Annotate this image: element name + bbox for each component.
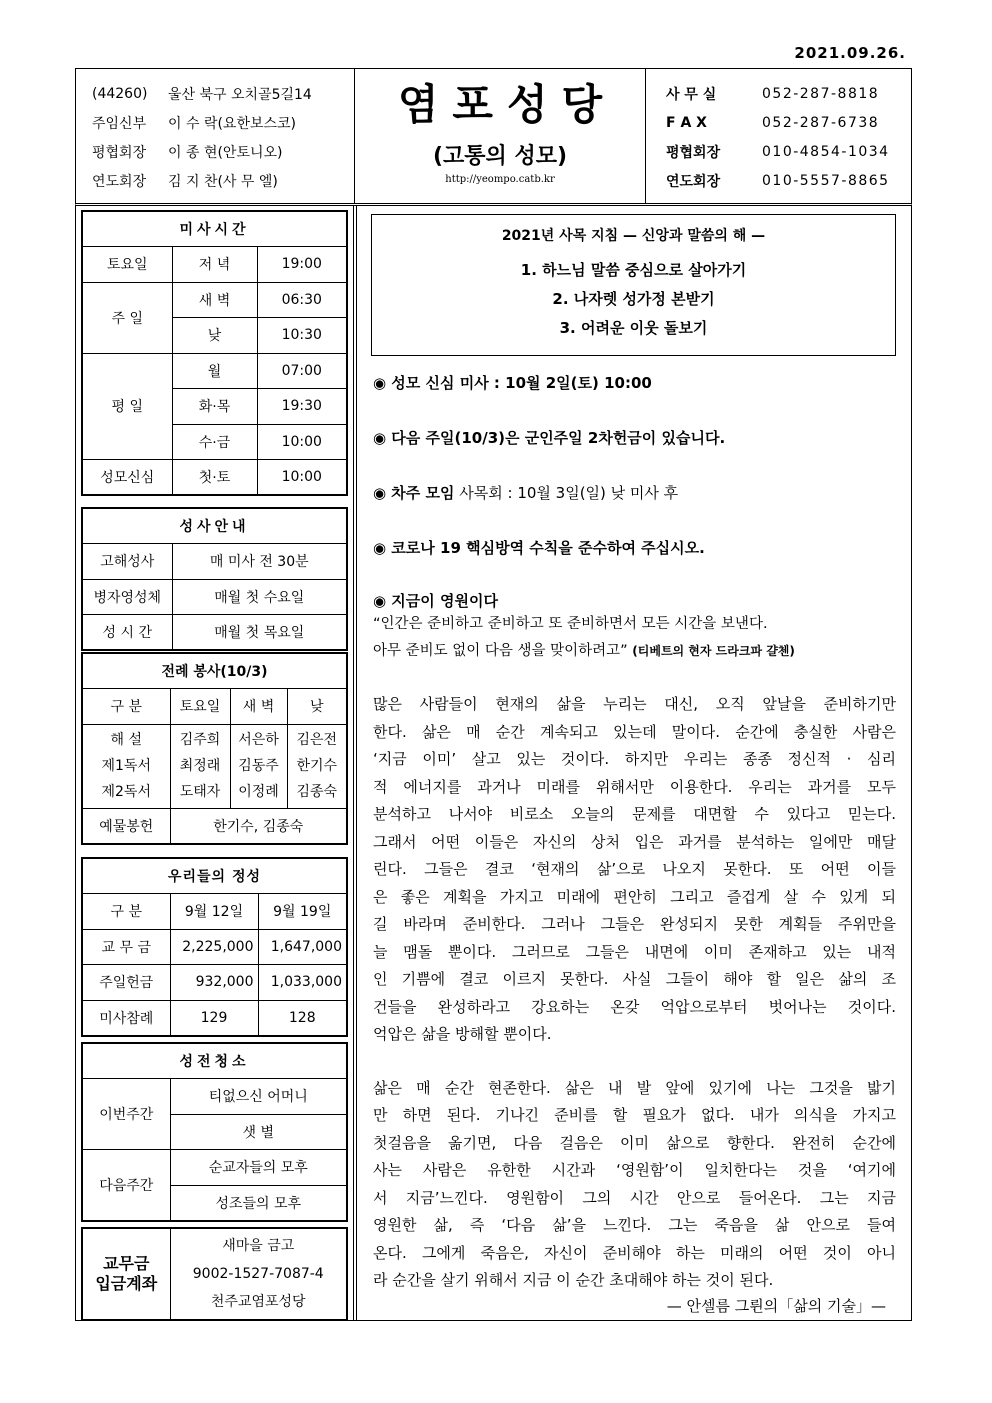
liturgy-head-cell: 낮 [287, 689, 347, 725]
pastoral-item: 1. 하느님 말씀 중심으로 살아가기 [520, 261, 747, 279]
notice-item: ◉ 다음 주일(10/3)은 군인주일 2차헌금이 있습니다. [373, 429, 726, 447]
liturgy-day: 김은전 한기수 김종숙 [287, 724, 347, 808]
finance-value: 1,647,000 [258, 929, 347, 965]
finance-key: 교 무 금 [82, 929, 170, 965]
sacrament-value: 매 미사 전 30분 [172, 544, 347, 580]
table-row [82, 353, 347, 389]
mass-times-table [81, 210, 348, 496]
contact-key: 사 무 실 [666, 86, 717, 103]
mass-slot-cell: 낮 [172, 318, 257, 354]
cleaning-group: 성조들의 모후 [170, 1185, 347, 1221]
mass-day-cell: 토요일 [82, 247, 172, 283]
notice-item [373, 482, 906, 503]
meeting-detail: 사목회 : 10월 3일(일) 낮 미사 후 [454, 484, 679, 502]
contact-value: 010-4854-1034 [762, 143, 890, 160]
contact-row [666, 166, 911, 195]
pastoral-item: 3. 어려운 이웃 돌보기 [559, 319, 708, 337]
info-row [92, 108, 354, 137]
sacrament-title: 성사안내 [82, 508, 347, 544]
pastoral-item: 2. 나자렛 성가정 본받기 [552, 290, 715, 308]
contact-row [666, 108, 911, 137]
mass-times-panel [81, 210, 348, 496]
paragraph-line: 길 바라며 준비한다. 그러나 그들은 완성되지 못한 계획들 주위만을 [373, 915, 896, 933]
liturgy-dawn: 서은하 김동주 이정례 [230, 724, 287, 808]
pastoral-title: 2021년 사목 지침 — 신앙과 말씀의 해 — [501, 228, 766, 244]
mass-time-cell: 19:00 [257, 247, 347, 283]
essay-signature: — 안셀름 그륀의「삶의 기술」— [666, 1296, 886, 1315]
quote-text: 아무 준비도 없이 다음 생을 맞이하려고” [373, 643, 628, 659]
info-value: 이 종 현(안토니오) [168, 144, 283, 161]
quote-source: (티베트의 현자 드라크파 걀첸) [632, 644, 795, 658]
sacrament-table [81, 507, 348, 651]
mass-slot-cell: 월 [172, 353, 257, 389]
finance-head-cell: 구 분 [82, 894, 170, 930]
table-row [82, 808, 347, 844]
paragraph-line: 많은 사람들이 현재의 삶을 누리는 대신, 오직 앞날을 준비하기만 [373, 695, 896, 713]
pastoral-guideline-box [371, 214, 896, 356]
table-row [82, 579, 347, 615]
finance-title: 우리들의 정성 [82, 858, 347, 894]
paragraph-line: 사는 사람은 유한한 시간과 ‘영원함’이 일치한다는 것을 ‘여기에 [373, 1161, 896, 1179]
paragraph-line: 영원한 삶, 즉 ‘다음 삶’을 느낀다. 그는 죽음을 삶 안으로 들여 [373, 1216, 896, 1234]
liturgy-table [81, 652, 348, 845]
contact-value: 010-5557-8865 [762, 172, 890, 189]
mass-time-cell: 07:00 [257, 353, 347, 389]
essay-paragraph-2 [373, 1075, 896, 1295]
mass-time-cell: 10:00 [257, 460, 347, 496]
mass-day-cell: 성모신심 [82, 460, 172, 496]
account-label: 교무금 입금계좌 [82, 1228, 170, 1320]
cleaning-group: 순교자들의 모후 [170, 1150, 347, 1186]
cleaning-week: 이번주간 [82, 1079, 170, 1150]
table-row [82, 894, 347, 930]
table-row [82, 544, 347, 580]
paragraph-line: ‘지금 이미’ 살고 있는 것이다. 하지만 우리는 종종 정신적 · 심리 [373, 750, 896, 768]
liturgy-roles: 해 설 제1독서 제2독서 [82, 724, 170, 808]
info-key: 연도회장 [92, 173, 147, 190]
mass-slot-cell: 화·목 [172, 389, 257, 425]
mass-slot-cell: 첫·토 [172, 460, 257, 496]
mass-day-cell: 평 일 [82, 353, 172, 460]
info-key: 평협회장 [92, 144, 147, 161]
finance-value: 129 [170, 1000, 258, 1036]
finance-table [81, 857, 348, 1037]
info-value: 이 수 락(요한보스코) [168, 115, 297, 132]
cleaning-table [81, 1042, 348, 1222]
bulletin-body [75, 203, 912, 1321]
mass-time-cell: 19:30 [257, 389, 347, 425]
contact-value: 052-287-8818 [762, 85, 880, 102]
info-value: 울산 북구 오치골5길14 [168, 86, 312, 103]
finance-value: 932,000 [170, 965, 258, 1001]
cleaning-group: 샛 별 [170, 1114, 347, 1150]
liturgy-head-cell: 새 벽 [230, 689, 287, 725]
mass-time-cell: 06:30 [257, 282, 347, 318]
liturgy-head-cell: 토요일 [170, 689, 230, 725]
cleaning-group: 티없으신 어머니 [170, 1079, 347, 1115]
paragraph-line: 건들을 완성하라고 강요하는 온갖 억압으로부터 벗어나는 것이다. [373, 997, 896, 1016]
info-row [92, 79, 354, 108]
notice-item: ◉ 코로나 19 핵심방역 수칙을 준수하여 주십시오. [373, 539, 705, 557]
table-row [82, 724, 347, 808]
table-row [82, 1079, 347, 1115]
quote-line: “인간은 준비하고 준비하고 또 준비하면서 모든 시간을 보낸다. [373, 616, 768, 632]
finance-value: 128 [258, 1000, 347, 1036]
bulletin-date: 2021.09.26. [794, 44, 906, 62]
parish-subtitle: (고통의 성모) [432, 144, 568, 169]
paragraph-line: 라 순간을 살기 위해서 지금 이 순간 초대해야 하는 것이 된다. [373, 1271, 774, 1289]
sacrament-key: 병자영성체 [82, 579, 172, 615]
info-key: 주임신부 [92, 115, 147, 132]
contact-value: 052-287-6738 [762, 114, 880, 131]
offering-label: 예물봉헌 [82, 808, 170, 844]
table-row [82, 460, 347, 496]
table-row [82, 1228, 347, 1320]
account-details [170, 1228, 347, 1320]
table-row [82, 929, 347, 965]
info-row [92, 137, 354, 166]
table-row [82, 615, 347, 651]
mass-slot-cell: 수·금 [172, 424, 257, 460]
liturgy-head-cell: 구 분 [82, 689, 170, 725]
mass-day-cell: 주 일 [82, 282, 172, 353]
parish-url[interactable]: http://yeompo.catb.kr [445, 174, 555, 185]
finance-head-cell: 9월 19일 [258, 894, 347, 930]
table-row [82, 247, 347, 283]
finance-value: 1,033,000 [258, 965, 347, 1001]
contact-row [666, 137, 911, 166]
essay-paragraph-1 [373, 691, 896, 1049]
contact-key: 평협회장 [666, 144, 721, 161]
paragraph-line: 적 에너지를 과거나 미래를 위해서만 이용한다. 우리는 과거를 모두 [373, 777, 896, 796]
sacrament-panel [81, 507, 348, 651]
table-row [82, 689, 347, 725]
liturgy-panel [81, 652, 348, 845]
paragraph-line: 만 하면 된다. 기나긴 준비를 할 필요가 없다. 내가 의식을 가지고 [373, 1106, 896, 1124]
quote-line [373, 638, 906, 665]
paragraph-line: 분석하고 나서야 비로소 오늘의 문제를 대면할 수 있다고 믿는다. [373, 805, 896, 823]
cleaning-week: 다음주간 [82, 1150, 170, 1221]
finance-panel [81, 857, 348, 1037]
paragraph-line: 그래서 어떤 이들은 자신의 상처 입은 과거를 분석하는 일에만 매달 [373, 832, 896, 851]
main-column [363, 206, 906, 1316]
meeting-head: ◉ 차주 모임 [373, 484, 455, 502]
offering-value: 한기수, 김종숙 [170, 808, 347, 844]
essay-title: ◉ 지금이 영원이다 [373, 592, 498, 610]
contact-key: 연도회장 [666, 173, 721, 190]
parish-title: 염포성당 [397, 80, 617, 129]
cleaning-panel [81, 1042, 348, 1222]
paragraph-line: 서 지금’느낀다. 영원함이 그의 시간 안으로 들어온다. 그는 지금 [373, 1188, 896, 1207]
paragraph-line: 억압은 삶을 방해할 뿐이다. [373, 1025, 552, 1043]
mass-time-cell: 10:00 [257, 424, 347, 460]
contact-info [646, 69, 911, 203]
mass-time-cell: 10:30 [257, 318, 347, 354]
finance-value: 2,225,000 [170, 929, 258, 965]
sacrament-key: 고해성사 [82, 544, 172, 580]
paragraph-line: 온다. 그에게 죽음은, 자신이 준비해야 하는 미래의 어떤 것이 아니 [373, 1243, 896, 1262]
contact-key: F A X [666, 114, 707, 131]
paragraph-line: 한다. 삶은 매 순간 계속되고 있는데 말이다. 순간에 충실한 사람은 [373, 722, 896, 741]
mass-times-title: 미사시간 [82, 211, 347, 247]
paragraph-line: 린다. 그들은 결코 ‘현재의 삶’으로 나오지 못한다. 또 어떤 이들 [373, 860, 896, 878]
finance-head-cell: 9월 12일 [170, 894, 258, 930]
cleaning-title: 성전청소 [82, 1043, 347, 1079]
info-row [92, 166, 354, 195]
essay-quote [373, 611, 906, 665]
parish-title-block [355, 69, 646, 203]
account-number: 9002-1527-7087-4 [192, 1266, 324, 1282]
paragraph-line: 인 기쁨에 결코 이르지 못한다. 사실 그들이 해야 할 일은 삶의 조 [373, 970, 896, 988]
table-row [82, 965, 347, 1001]
liturgy-title: 전례 봉사(10/3) [82, 653, 347, 689]
account-bank: 새마을 금고 [222, 1238, 295, 1254]
notice-item: ◉ 성모 신심 미사 : 10월 2일(토) 10:00 [373, 374, 652, 392]
account-panel [81, 1227, 348, 1321]
liturgy-saturday: 김주희 최정래 도태자 [170, 724, 230, 808]
paragraph-line: 첫걸음을 옮기면, 다음 걸음은 이미 삶으로 향한다. 완전히 순간에 [373, 1133, 896, 1152]
paragraph-line: 삶은 매 순간 현존한다. 삶은 내 발 앞에 있기에 나는 그것을 밟기 [373, 1078, 896, 1097]
sacrament-key: 성 시 간 [82, 615, 172, 651]
paragraph-line: 은 좋은 계획을 가지고 미래에 편안히 그리고 즐겁게 살 수 있게 되 [373, 887, 896, 906]
mass-slot-cell: 저 녁 [172, 247, 257, 283]
bulletin-header [75, 68, 912, 204]
sacrament-value: 매월 첫 수요일 [172, 579, 347, 615]
info-value: 김 지 찬(사 무 엘) [168, 173, 278, 190]
mass-slot-cell: 새 벽 [172, 282, 257, 318]
finance-key: 미사참례 [82, 1000, 170, 1036]
info-key: (44260) [92, 85, 148, 102]
column-divider [353, 206, 357, 1320]
account-holder: 천주교염포성당 [210, 1294, 306, 1310]
paragraph-line: 늘 맴돌 뿐이다. 그러므로 그들은 내면에 이미 존재하고 있는 내적 [373, 942, 896, 961]
table-row [82, 282, 347, 318]
sacrament-value: 매월 첫 목요일 [172, 615, 347, 651]
contact-row [666, 79, 911, 108]
parish-info [76, 69, 355, 203]
table-row [82, 1150, 347, 1186]
table-row [82, 1000, 347, 1036]
finance-key: 주일헌금 [82, 965, 170, 1001]
account-table [81, 1227, 348, 1321]
